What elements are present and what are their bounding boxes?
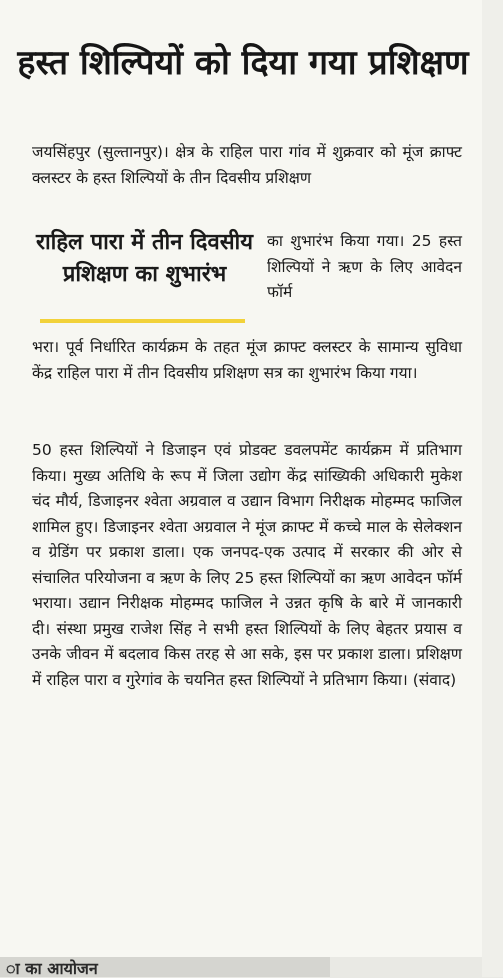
page-edge xyxy=(482,0,503,977)
subheading-underline xyxy=(40,319,245,323)
article-paragraph-body: 50 हस्त शिल्पियों ने डिजाइन एवं प्रोडक्ट डवलपमेंट कार्यक्रम में प्रतिभाग किया। मुख्य अतिथि के रूप में जिला उद्योग केंद्र सांख्यिकी अधिकारी मुकेश चंद मौर्य, डिजाइनर श्वेता अग्रवाल व उद्यान विभाग निरीक्षक मोहम्मद फाजिल शामिल हुए। डिजाइनर श्वेता अग्रवाल ने मूंज क्राफ्ट में कच्चे माल के सेलेक्शन व ग्रेडिंग पर प्रकाश डाला। एक जनपद-एक उत्पाद में सरकार की ओर से संचालित परियोजना व ऋण के लिए 25 हस्त शिल्पियों का ऋण आवेदन फॉर्म भराया। उद्यान निरीक्षक मोहम्मद फाजिल ने उन्नत कृषि के बारे में जानकारी दी। संस्था प्रमुख राजेश सिंह ने सभी हस्त शिल्पियों के लिए बेहतर प्रयास व उनके जीवन में बदलाव किस तरह से आ सके, इस पर प्रकाश डाला। प्रशिक्षण में राहिल पारा व गुरेगांव के चयनित हस्त शिल्पियों ने प्रतिभाग किया। (संवाद) xyxy=(32,441,462,689)
article-paragraph-continued: भरा। पूर्व निर्धारित कार्यक्रम के तहत मूंज क्राफ्ट क्लस्टर के सामान्य सुविधा केंद्र राहिल पारा में तीन दिवसीय प्रशिक्षण सत्र का शुभारंभ किया गया। xyxy=(32,338,462,382)
article-subheading: राहिल पारा में तीन दिवसीय प्रशिक्षण का शुभारंभ xyxy=(35,230,254,287)
article-headline: हस्त शिल्पियों को दिया गया प्रशिक्षण xyxy=(17,43,469,83)
article-paragraph-lead: जयसिंहपुर (सुल्तानपुर)। क्षेत्र के राहिल पारा गांव में शुक्रवार को मूंज क्राफ्ट क्लस्टर के हस्त शिल्पियों के तीन दिवसीय प्रशिक्षण xyxy=(32,143,462,187)
article-paragraph-side: का शुभारंभ किया गया। 25 हस्त शिल्पियों ने ऋण के लिए आवेदन फॉर्म xyxy=(267,232,462,301)
next-article-partial-heading: ा का आयोजन xyxy=(6,959,98,978)
